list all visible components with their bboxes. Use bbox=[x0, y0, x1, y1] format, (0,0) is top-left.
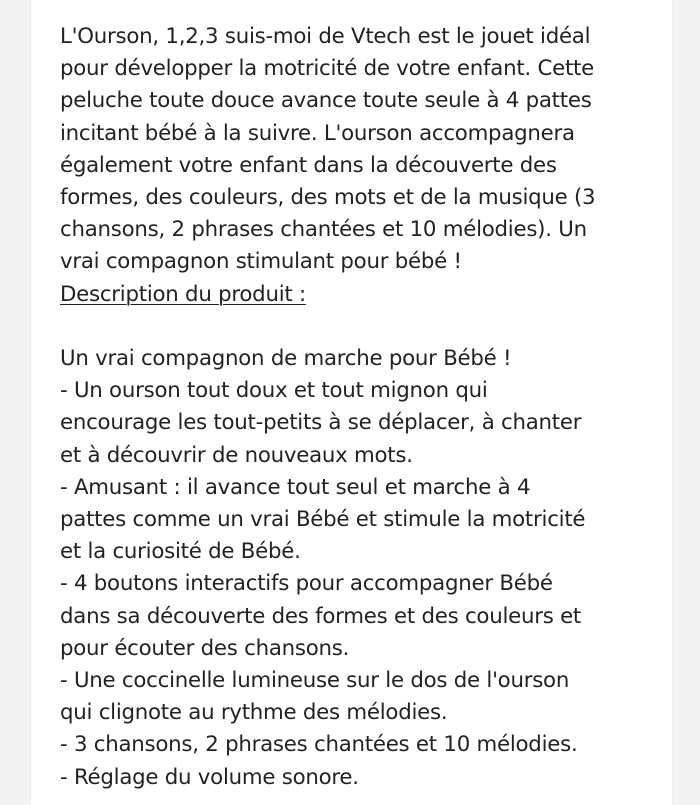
description-line: pattes comme un vrai Bébé et stimule la motricité bbox=[60, 507, 586, 533]
description-line: pour écouter des chansons. bbox=[60, 635, 350, 661]
description-line: - 4 boutons interactifs pour accompagner Bébé bbox=[60, 571, 553, 597]
description-line: et la curiosité de Bébé. bbox=[60, 539, 301, 565]
description-line: - Une coccinelle lumineuse sur le dos de l'ourson bbox=[60, 668, 570, 694]
description-line: - Réglage du volume sonore. bbox=[60, 764, 359, 790]
description-line: Un vrai compagnon de marche pour Bébé ! bbox=[60, 346, 512, 372]
product-description-card bbox=[31, 0, 672, 805]
intro-line: formes, des couleurs, des mots et de la musique (3 bbox=[60, 185, 596, 211]
description-line: encourage les tout-petits à se déplacer, à chanter bbox=[60, 410, 582, 436]
intro-line: incitant bébé à la suivre. L'ourson accompagnera bbox=[60, 120, 575, 146]
intro-line: L'Ourson, 1,2,3 suis-moi de Vtech est le jouet idéal bbox=[60, 24, 591, 49]
product-description-text bbox=[60, 21, 660, 794]
intro-line: peluche toute douce avance toute seule à 4 pattes bbox=[60, 88, 592, 114]
paragraph-spacer bbox=[60, 311, 660, 343]
intro-line: vrai compagnon stimulant pour bébé ! bbox=[60, 249, 462, 275]
description-line: et à découvrir de nouveaux mots. bbox=[60, 442, 413, 468]
description-heading: Description du produit : bbox=[60, 281, 306, 307]
description-line: - 3 chansons, 2 phrases chantées et 10 mélodies. bbox=[60, 732, 578, 758]
description-line: dans sa découverte des formes et des couleurs et bbox=[60, 603, 582, 629]
intro-line: pour développer la motricité de votre enfant. Cette bbox=[60, 56, 594, 82]
intro-line: chansons, 2 phrases chantées et 10 mélodies). Un bbox=[60, 217, 587, 243]
description-line: - Un ourson tout doux et tout mignon qui bbox=[60, 378, 488, 404]
description-line: qui clignote au rythme des mélodies. bbox=[60, 700, 448, 726]
description-line: - Amusant : il avance tout seul et marche à 4 bbox=[60, 474, 531, 500]
intro-line: également votre enfant dans la découverte des bbox=[60, 152, 557, 178]
